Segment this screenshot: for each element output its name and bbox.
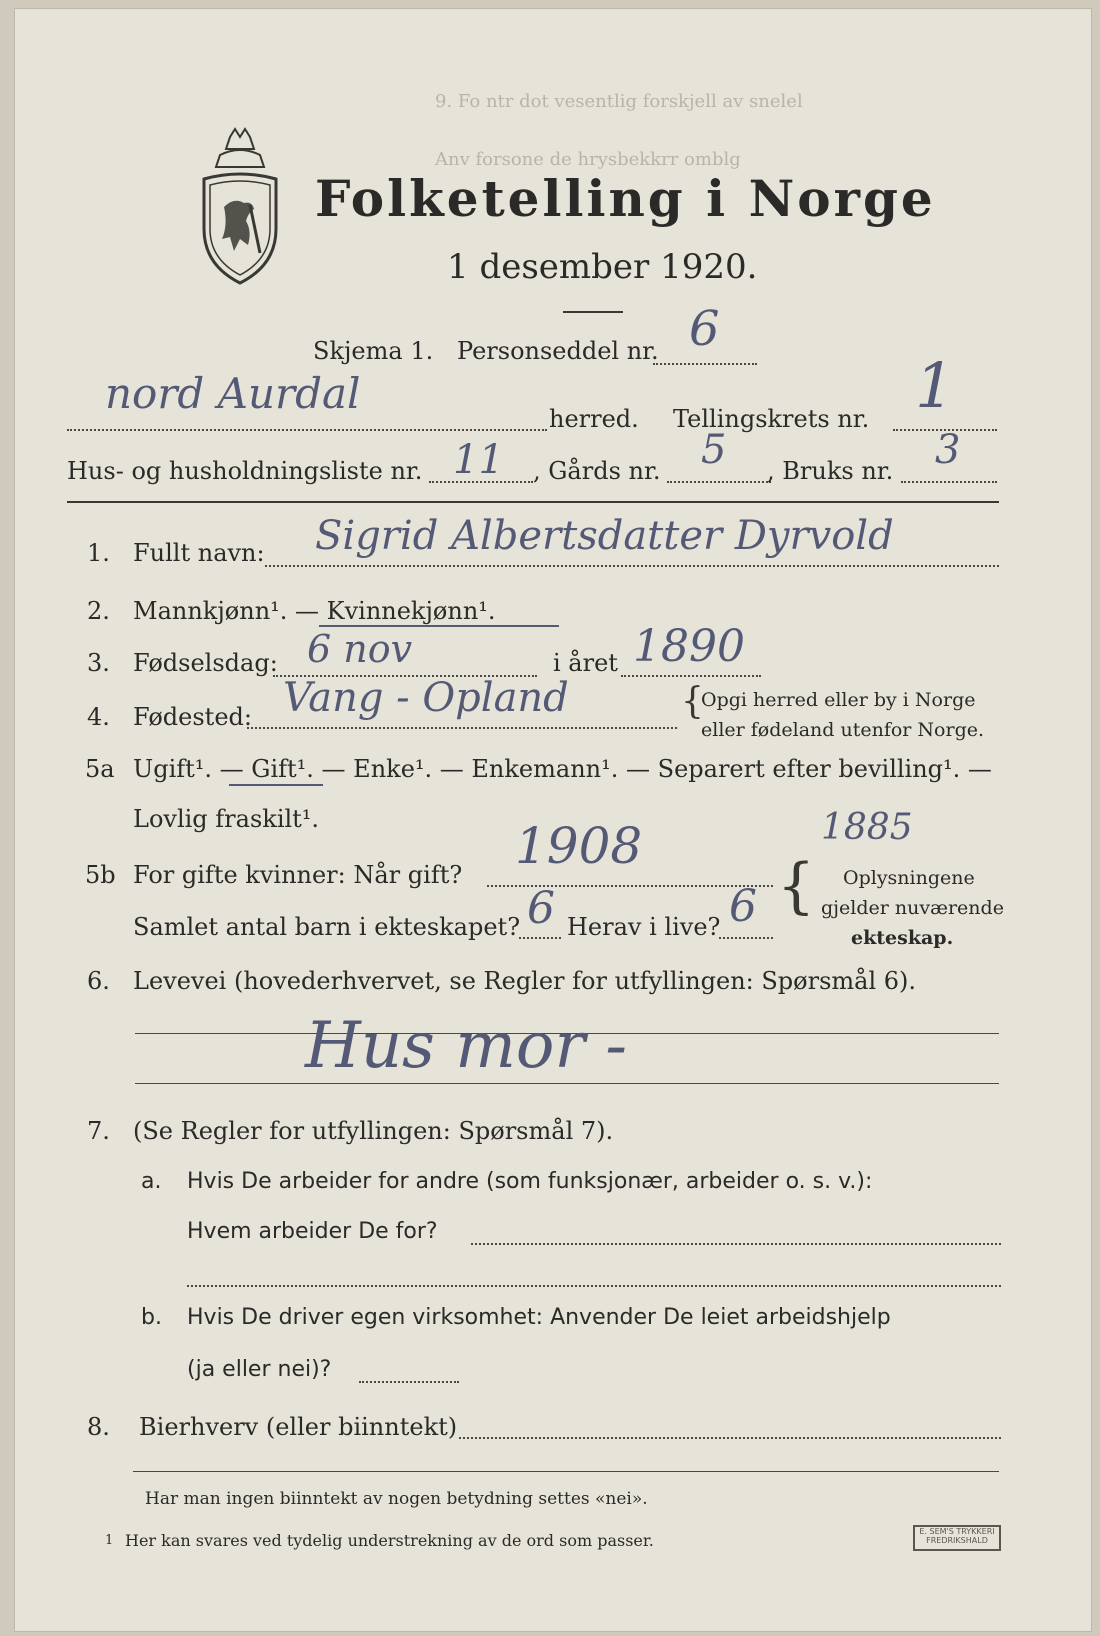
q7b-line — [359, 1381, 459, 1383]
q5b-label: For gifte kvinner: Når gift? — [133, 861, 463, 889]
q5b-note-value: 1885 — [821, 807, 913, 848]
census-form — [14, 8, 1092, 1632]
q4-brace: { — [681, 681, 704, 722]
q6-label: Levevei (hovederhvervet, se Regler for utfyllingen: Spørsmål 6). — [133, 967, 917, 995]
herred-line — [67, 429, 547, 431]
q4-note-2: eller fødeland utenfor Norge. — [701, 719, 985, 741]
q3-value: 6 nov — [307, 627, 413, 671]
q7a-line-2 — [187, 1285, 1001, 1287]
gards-line — [667, 481, 771, 483]
q3-year-value: 1890 — [633, 621, 745, 672]
q4-label: Fødested: — [133, 703, 252, 731]
q5a-underline-mark — [229, 784, 323, 786]
q5b-note-1: Oplysningene — [843, 867, 975, 889]
q5b-value: 1908 — [515, 817, 643, 875]
q5b-children-line — [519, 937, 561, 939]
q1-line — [265, 565, 999, 567]
q7a-line — [471, 1243, 1001, 1245]
personseddel-line — [653, 363, 757, 365]
q7-number: 7. — [87, 1117, 110, 1145]
schema-label: Skjema 1. — [313, 337, 434, 365]
hus-value: 11 — [453, 437, 504, 483]
footnote-text: Her kan svares ved tydelig understrekning av de ord som passer. — [125, 1531, 654, 1550]
q7a-label: Hvis De arbeider for andre (som funksjonær, arbeider o. s. v.): — [187, 1169, 873, 1194]
q5b-children-value: 6 — [527, 883, 555, 934]
q5a-label: Ugift¹. — Gift¹. — Enke¹. — Enkemann¹. — Separert efter bevilling¹. — — [133, 755, 992, 783]
q5b-alive-label: Herav i live? — [567, 913, 721, 941]
header-rule — [67, 501, 999, 503]
q4-value: Vang - Opland — [283, 675, 569, 721]
q2-number: 2. — [87, 597, 110, 625]
q5b-alive-value: 6 — [729, 881, 757, 932]
q5a-label-2: Lovlig fraskilt¹. — [133, 805, 320, 833]
q5b-note-2: gjelder nuværende — [821, 897, 1004, 919]
gards-label: , Gårds nr. — [533, 457, 661, 485]
footnote-mark: 1 — [105, 1533, 114, 1548]
q7b-label-2: (ja eller nei)? — [187, 1357, 332, 1382]
footer-rule — [133, 1471, 999, 1472]
q7b-letter: b. — [141, 1305, 162, 1330]
bruks-line — [901, 481, 997, 483]
q5a-number: 5a — [85, 755, 115, 783]
personseddel-label: Personseddel nr. — [457, 337, 659, 365]
q4-note-1: Opgi herred eller by i Norge — [701, 689, 976, 711]
q1-label: Fullt navn: — [133, 539, 265, 567]
q4-number: 4. — [87, 703, 110, 731]
q5b-number: 5b — [85, 861, 116, 889]
tellingskrets-value: 1 — [915, 349, 955, 422]
bleed-through-text: 9. Fo ntr dot vesentlig forskjell av snelel — [435, 91, 803, 112]
q7a-label-2: Hvem arbeider De for? — [187, 1219, 438, 1244]
q1-value: Sigrid Albertsdatter Dyrvold — [315, 513, 894, 559]
q2-label: Mannkjønn¹. — Kvinnekjønn¹. — [133, 597, 496, 625]
q6-number: 6. — [87, 967, 110, 995]
q5b-note-3: ekteskap. — [851, 927, 954, 949]
title-divider — [563, 311, 623, 313]
footer-note: Har man ingen biinntekt av nogen betydning settes «nei». — [145, 1489, 648, 1509]
q5b-alive-line — [719, 937, 773, 939]
printer-stamp: E. SEM'S TRYKKERI FREDRIKSHALD — [913, 1525, 1001, 1551]
q6-value: Hus mor - — [305, 1009, 627, 1083]
coat-of-arms-icon — [190, 127, 290, 297]
q8-label: Bierhverv (eller biinntekt) — [139, 1413, 458, 1441]
herred-label: herred. — [549, 405, 639, 433]
q4-line — [247, 727, 677, 729]
q3-year-line — [621, 675, 761, 677]
q3-label: Fødselsdag: — [133, 649, 278, 677]
q5b-children-label: Samlet antal barn i ekteskapet? — [133, 913, 521, 941]
bruks-value: 3 — [935, 427, 961, 473]
q6-line-2 — [135, 1083, 999, 1084]
q3-year-label: i året — [553, 649, 618, 677]
bleed-through-text: Anv forsone de hrysbekkrr omblg — [435, 149, 741, 170]
form-date: 1 desember 1920. — [447, 247, 758, 287]
tellingskrets-label: Tellingskrets nr. — [673, 405, 870, 433]
bruks-label: , Bruks nr. — [767, 457, 894, 485]
q8-number: 8. — [87, 1413, 110, 1441]
q7a-letter: a. — [141, 1169, 162, 1194]
q1-number: 1. — [87, 539, 110, 567]
q5b-brace: { — [777, 851, 816, 921]
hus-label: Hus- og husholdningsliste nr. — [67, 457, 423, 485]
personseddel-value: 6 — [689, 301, 720, 357]
gards-value: 5 — [701, 427, 727, 473]
herred-value: nord Aurdal — [105, 369, 361, 418]
q8-line — [459, 1437, 1001, 1439]
q7-label: (Se Regler for utfyllingen: Spørsmål 7). — [133, 1117, 614, 1145]
q7b-label: Hvis De driver egen virksomhet: Anvender De leiet arbeidshjelp — [187, 1305, 891, 1330]
form-title: Folketelling i Norge — [315, 169, 936, 228]
q3-number: 3. — [87, 649, 110, 677]
